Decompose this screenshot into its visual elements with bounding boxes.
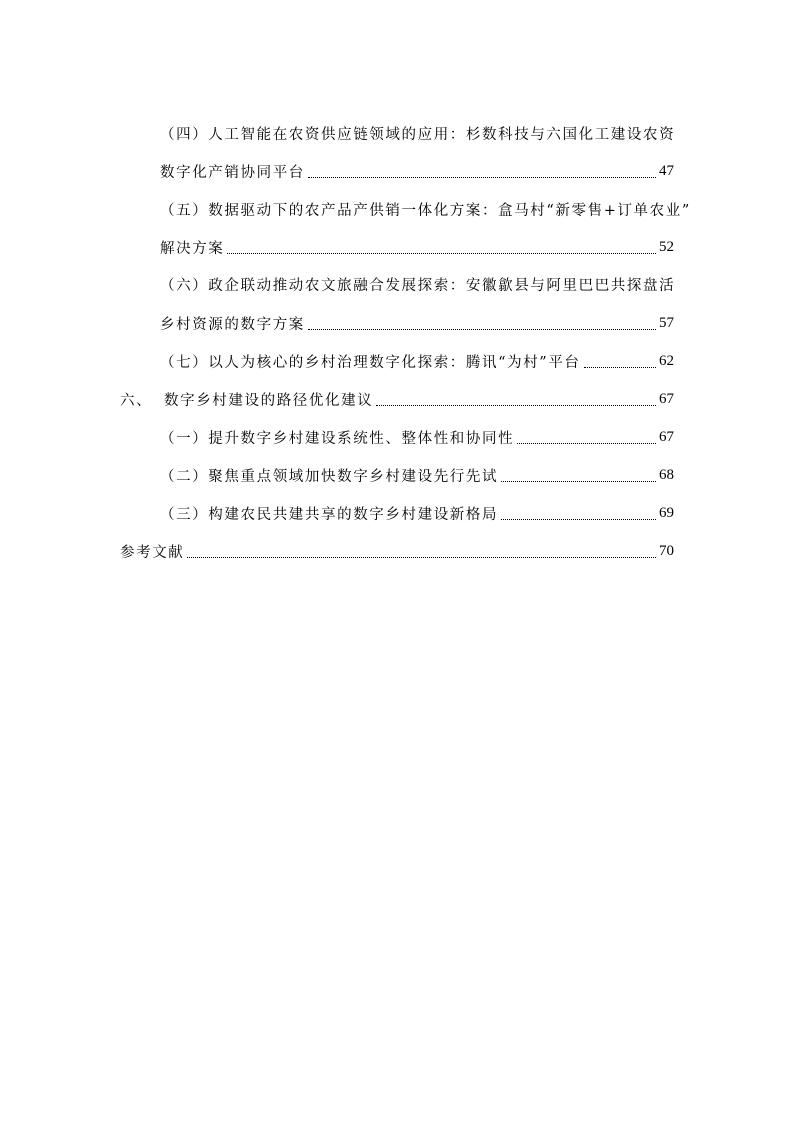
toc-entry-text: （二）聚焦重点领域加快数字乡村建设先行先试 xyxy=(160,468,499,485)
toc-entry-line[interactable] xyxy=(160,501,674,525)
toc-chapter-line[interactable] xyxy=(120,387,674,411)
toc-page-number: 70 xyxy=(659,542,674,559)
dot-leader xyxy=(376,404,656,406)
toc-entry-line[interactable] xyxy=(160,272,675,296)
dot-leader xyxy=(187,556,656,558)
chapter-number: 六、 xyxy=(120,392,153,409)
toc-entry-text: （一）提升数字乡村建设系统性、整体性和协同性 xyxy=(160,430,515,447)
toc-entry-text: （六）政企联动推动农文旅融合发展探索：安徽歙县与阿里巴巴共探盘活 xyxy=(160,277,676,294)
dot-leader xyxy=(308,328,656,330)
toc-entry-text: （五）数据驱动下的农产品产供销一体化方案：盒马村“新零售+订单农业” xyxy=(160,202,691,219)
toc-page-number: 52 xyxy=(659,238,674,255)
toc-entry-line[interactable] xyxy=(160,425,674,449)
toc-page-number: 68 xyxy=(659,466,674,483)
toc-page-number: 67 xyxy=(659,428,674,445)
toc-entry-line[interactable] xyxy=(160,197,691,221)
toc-references-line[interactable] xyxy=(120,539,674,563)
toc-entry-line[interactable] xyxy=(160,463,674,487)
toc-entry-text: （三）构建农民共建共享的数字乡村建设新格局 xyxy=(160,506,499,523)
dot-leader xyxy=(501,480,656,482)
toc-page-number: 62 xyxy=(659,352,674,369)
dot-leader xyxy=(584,366,656,368)
toc-page-number: 67 xyxy=(659,390,674,407)
toc-entry-text: 乡村资源的数字方案 xyxy=(160,316,305,333)
toc-entry-line[interactable] xyxy=(160,235,674,259)
dot-leader xyxy=(308,176,656,178)
toc-entry-text: 参考文献 xyxy=(120,544,185,561)
toc-page-number: 57 xyxy=(659,314,674,331)
dot-leader xyxy=(517,442,656,444)
toc-entry-text: 解决方案 xyxy=(160,240,225,257)
toc-entry-line[interactable] xyxy=(160,311,674,335)
dot-leader xyxy=(501,518,656,520)
toc-entry-line[interactable] xyxy=(160,349,674,373)
dot-leader xyxy=(227,252,656,254)
toc-entry-line[interactable] xyxy=(160,159,674,183)
toc-entry-text: （四）人工智能在农资供应链领域的应用：杉数科技与六国化工建设农资 xyxy=(160,126,676,143)
toc-entry-text: （七）以人为核心的乡村治理数字化探索：腾讯“为村”平台 xyxy=(160,354,581,371)
toc-page-number: 47 xyxy=(659,162,674,179)
toc-entry-line[interactable] xyxy=(160,121,675,145)
toc-entry-text: 数字乡村建设的路径优化建议 xyxy=(164,392,374,409)
toc-page-number: 69 xyxy=(659,504,674,521)
toc-entry-text: 数字化产销协同平台 xyxy=(160,164,305,181)
